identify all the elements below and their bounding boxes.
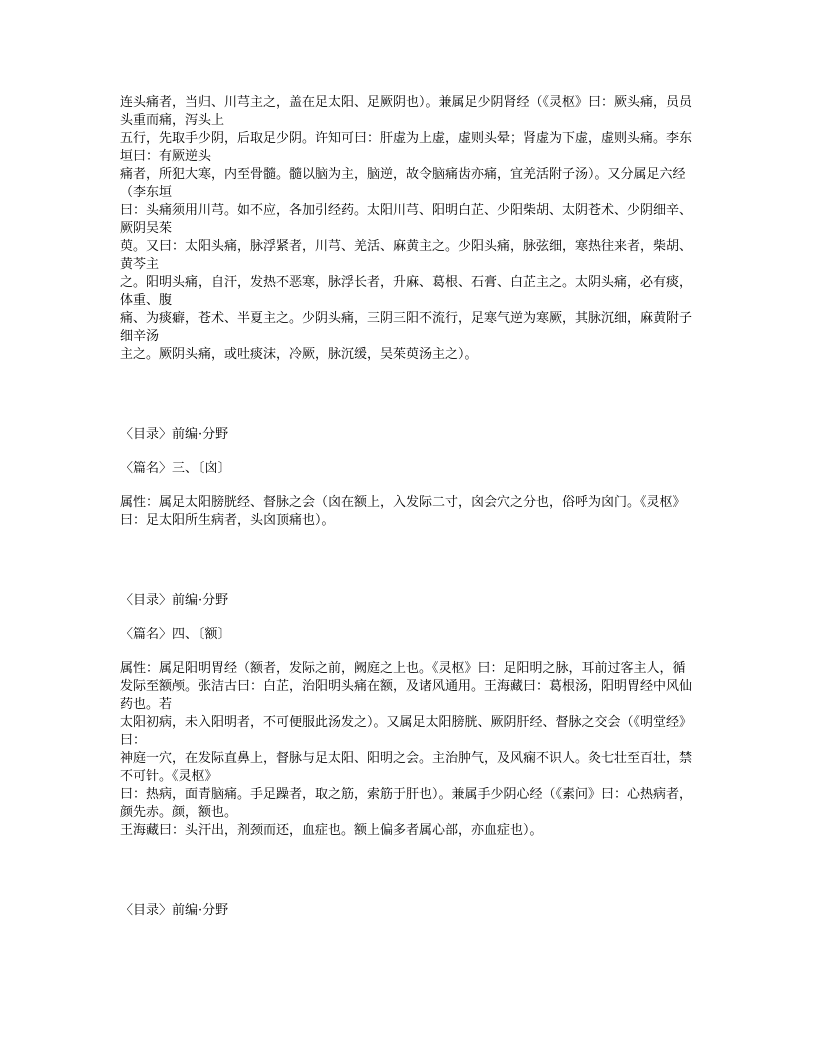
catalog-label: 〈目录〉前编·分野 [120,593,229,608]
text-line: 属性：属足太阳膀胱经、督脉之会（囟在额上，入发际二寸，囟会穴之分也，俗呼为囟门。《灵枢》 [120,495,686,510]
text-line: 连头痛者，当归、川芎主之，盖在足太阳、足厥阴也）。兼属足少阴肾经（《灵枢》曰：厥头痛，员员头重而痛，泻头上 [120,95,693,128]
text-line: 主之。厥阴头痛，或吐痰沫，冷厥，脉沉缓，吴茱萸汤主之）。 [120,347,478,362]
text-line: 太阳初病，未入阳明者，不可便服此汤发之）。又属足太阳膀胱、厥阴肝经、督脉之交会（《明堂经》曰： [120,715,693,748]
spacer [120,444,700,460]
section-title: 〈篇名〉四、〔额〕 [120,627,231,642]
section-title: 〈篇名〉三、〔囟〕 [120,461,231,476]
text-line: 属性：属足阳明胃经（额者，发际之前，阙庭之上也。《灵枢》曰：足阳明之脉，耳前过客主人，循 [120,661,686,676]
text-line: 曰：头痛须用川芎。如不应，各加引经药。太阳川芎、阳明白芷、少阳柴胡、太阴苍术、少阴细辛、厥阴吴茱 [120,203,693,236]
spacer [120,840,700,902]
spacer [120,364,700,426]
text-line: 发际至额颅。张洁古曰：白芷，治阳明头痛在额，及诸风通用。王海藏曰：葛根汤，阳明胃经中风仙药也。若 [120,679,693,712]
spacer [120,610,700,626]
text-line: 曰：热病，面青脑痛。手足躁者，取之筋，索筋于肝也）。兼属手少阴心经（《素问》曰：心热病者，颜先赤。颜，额也。 [120,787,693,820]
text-line: 五行，先取手少阴，后取足少阴。许知可曰：肝虚为上虚，虚则头晕；肾虚为下虚，虚则头痛。李东垣曰：有厥逆头 [120,131,693,164]
text-line: 萸。又曰：太阳头痛，脉浮紧者，川芎、羌活、麻黄主之。少阳头痛，脉弦细，寒热往来者，柴胡、黄芩主 [120,239,693,272]
spacer [120,478,700,494]
text-line: 曰：足太阳所生病者，头囟顶痛也）。 [120,513,335,528]
catalog-label: 〈目录〉前编·分野 [120,903,229,918]
section3-paragraph [120,660,700,840]
spacer [120,644,700,660]
text-line: 痛、为痰癖，苍术、半夏主之。少阴头痛，三阴三阳不流行，足寒气逆为寒厥，其脉沉细，麻黄附子细辛汤 [120,311,693,344]
text-line: 痛者，所犯大寒，内至骨髓。髓以脑为主，脑逆，故令脑痛齿亦痛，宜羌活附子汤）。又分属足六经（李东垣 [120,167,686,200]
spacer [120,530,700,592]
text-line: 王海藏曰：头汗出，剂颈而还，血症也。额上偏多者属心部，亦血症也）。 [120,823,543,838]
catalog-label: 〈目录〉前编·分野 [120,427,229,442]
text-line: 之。阳明头痛，自汗，发热不恶寒，脉浮长者，升麻、葛根、石膏、白芷主之。太阴头痛，必有痰，体重、腹 [120,275,693,308]
section1-paragraph [120,94,700,364]
section2-paragraph [120,494,700,530]
text-line: 神庭一穴，在发际直鼻上，督脉与足太阳、阳明之会。主治肿气，及风痫不识人。灸七壮至百壮，禁不可针。《灵枢》 [120,751,693,784]
document-page [120,94,700,920]
